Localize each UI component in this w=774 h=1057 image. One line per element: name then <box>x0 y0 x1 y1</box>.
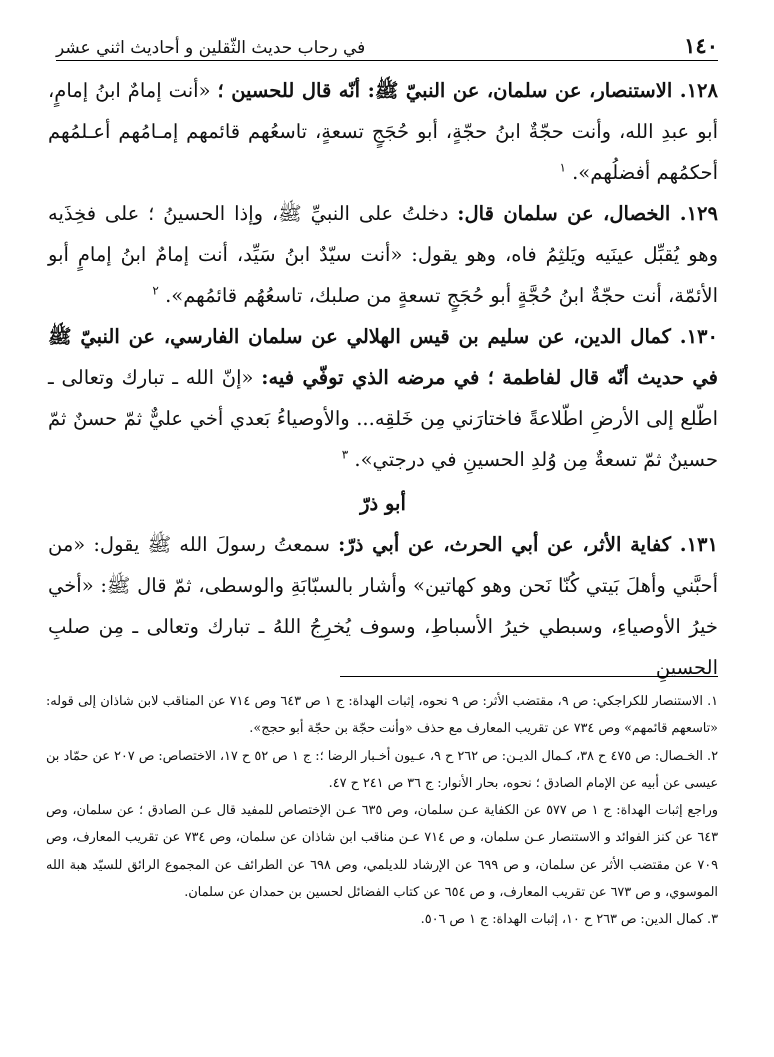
hadith-128-text: «أنت إمامٌ ابنُ إمامٍ، أبو عبدِ الله، وأنت حجّةٌ ابنُ حجّةٍ، أبو حُجَجٍ تسعةٍ، تاسعُهم قائمهم إمـامُهم أعـلمُهم أحكمُهم أفضلُهم». <box>48 79 718 184</box>
footnote-2-continued: وراجع إثبات الهداة: ج ١ ص ٥٧٧ عن الكفاية عـن سلمان، وص ٦٣٥ عـن الإختصاص للمفيد قال عـن الصادق ؛ عن سلمان، وص ٦٤٣ عن كنز الفوائد و الاستنصار عـن سلمان، و ص ٧١٤ عـن مناقب ابن شاذان عن سلمان، وص ٧٣٤ عن تقريب المعارف، وص ٧٠٩ عن مقتضب الأثر عن سلمان، و ص ٦٩٩ عن الإرشاد للديلمي، وص ٦٩٨ عن الطرائف عن المجموع الرائق للسيّد هبة الله الموسوي، و ص ٦٧٣ عن تقريب المعارف، و ص ٦٥٤ عن كتاب الفضائل لحسين بن حمدان عن سلمان. <box>46 803 719 901</box>
hadith-128 <box>48 70 718 193</box>
footnote-divider <box>340 676 718 677</box>
page-number: ١٤٠ <box>684 33 718 58</box>
hadith-130 <box>48 316 718 480</box>
hadith-131-source: ١٣١. كفاية الأثر، عن أبي الحرث، عن أبي ذرّ: <box>338 533 718 556</box>
hadith-129-text: دخلتُ على النبيِّ ﷺ، وإذا الحسينُ ؛ على فخِذَيه وهو يُقبِّل عينَيه ويَلثِمُ فاه، وهو يقول: «أنت سيّدٌ ابنُ سَيِّد، أنت إمامٌ ابنُ إمامٍ أبو الأئمّة، أنت حجّةٌ ابنُ حُجَّةٍ أبو حُجَجٍ تسعةٍ من صلبك، تاسعُهُم قائمُهم». <box>48 202 718 307</box>
hadith-129-source: ١٢٩. الخصال، عن سلمان قال: <box>457 202 718 225</box>
footnote-2: ٢. الخـصال: ص ٤٧٥ ح ٣٨، كـمال الديـن: ص ٢٦٢ ح ٩، عـيون أخـبار الرضا ؛: ج ١ ص ٥٢ ح ١٧، الاختصاص: ص ٢٠٧ عن حمّاد بن عيسى عن أبيه عن الإمام الصادق ؛ نحوه، بحار الأنوار: ج ٣٦ ص ٢٤١ ح ٤٧. <box>46 748 718 791</box>
main-text <box>48 70 718 688</box>
hadith-130-source: ١٣٠. كمال الدين، عن سليم بن قيس الهلالي عن سلمان الفارسي، عن النبيّ ﷺ في حديث أنّه قال لفاطمة ؛ في مرضه الذي توفّي فيه: <box>48 325 718 389</box>
footnote-1: ١. الاستنصار للكراجكي: ص ٩، مقتضب الأثر: ص ٩ نحوه، إثبات الهداة: ج ١ ص ٦٤٣ وص ٧١٤ عن المناقب لابن شاذان إلى قوله: «تاسعهم قائمهم» وص ٧٣٤ عن تقريب المعارف مع حذف «وأنت حجّة بن حجّة أبو حجج». <box>46 694 719 737</box>
footnotes <box>46 688 718 934</box>
page-header <box>56 18 718 58</box>
footnote-ref-2: ٢ <box>152 283 159 298</box>
hadith-131 <box>48 524 718 688</box>
hadith-129 <box>48 193 718 316</box>
header-divider <box>56 60 718 61</box>
running-title: في رحاب حديث الثّقلين و أحاديث اثني عشر <box>56 38 366 58</box>
footnote-ref-3: ٣ <box>341 447 349 462</box>
section-heading: أبو ذرّ <box>360 492 406 515</box>
footnote-ref-1: ١ <box>559 160 566 175</box>
hadith-131-text: سمعتُ رسولَ الله ﷺ يقول: «من أحبَّني وأهلَ بَيتي كُنّا نَحن وهو كهاتين» وأشار بالسبّابَةِ والوسطى، ثمّ قال ﷺ: «أخي خيرُ الأوصياءِ، وسبطي خيرُ الأسباطِ، وسوف يُخرِجُ اللهُ ـ تبارك وتعالى ـ مِن صلبِ الحسينِ <box>48 533 718 679</box>
hadith-128-source: ١٢٨. الاستنصار، عن سلمان، عن النبيّ ﷺ: أنّه قال للحسين ؛ <box>217 79 718 102</box>
hadith-130-text: «إنّ الله ـ تبارك وتعالى ـ اطّلع إلى الأرضِ اطّلاعةً فاختارَني مِن خَلقِه... والأوصياءُ بَعدي أخي عليٌّ ثمّ حسنٌ ثمّ حسينٌ ثمّ تسعةٌ مِن وُلدِ الحسينِ في درجتي». <box>48 366 718 471</box>
footnote-3: ٣. كمال الدين: ص ٢٦٣ ح ١٠، إثبات الهداة: ج ١ ص ٥٠٦. <box>420 912 718 928</box>
